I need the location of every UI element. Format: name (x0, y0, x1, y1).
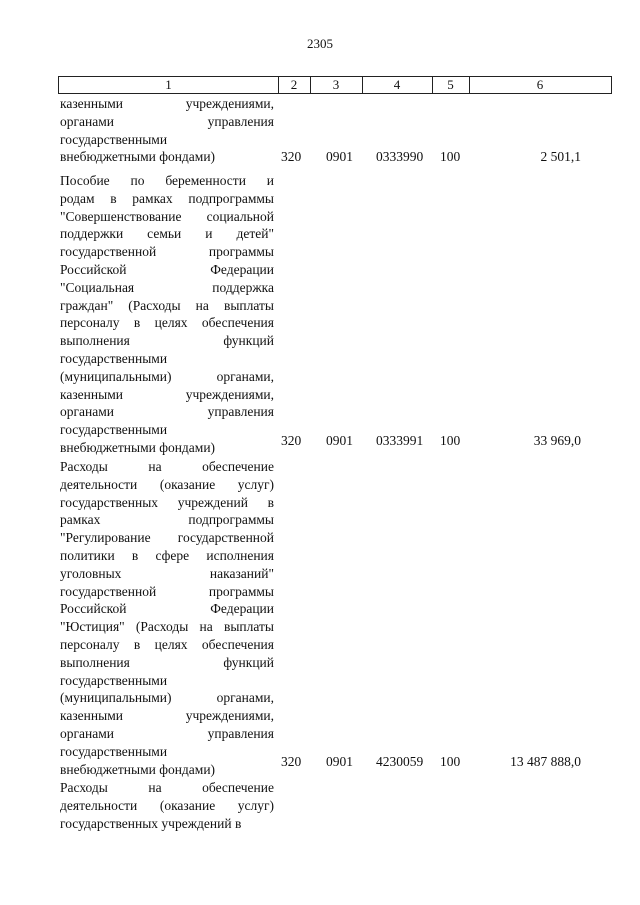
row-col-2: 320 (281, 433, 302, 448)
row-col-3: 0901 (326, 149, 353, 164)
description-line: государственными (60, 672, 168, 688)
description-line: органами управления (60, 113, 274, 129)
row-col-6: 33 969,0 (533, 433, 581, 448)
row-col-4: 0333991 (376, 433, 424, 448)
description-line: Расходы на обеспечение (60, 459, 274, 474)
description-line: государственной программы (60, 244, 274, 260)
row-col-6: 2 501,1 (540, 149, 581, 164)
description-line: внебюджетными фондами) (60, 149, 216, 165)
header-col-4: 4 (362, 77, 433, 93)
description-line: поддержки семьи и детей" (60, 226, 274, 242)
description-line: деятельности (оказание услуг) (60, 797, 274, 813)
description-line: государственными (60, 422, 168, 438)
description-line: "Регулирование государственной (60, 530, 274, 546)
description-line: государственными (60, 743, 168, 759)
page-number: 2305 (307, 36, 333, 51)
row-col-6: 13 487 888,0 (510, 754, 581, 769)
row-col-5: 100 (440, 149, 461, 164)
description-line: персоналу в целях обеспечения (60, 315, 274, 331)
row-col-2: 320 (281, 754, 302, 769)
description-line: политики в сфере исполнения (60, 547, 274, 563)
description-line: граждан" (Расходы на выплаты (60, 297, 274, 313)
description-line: "Юстиция" (Расходы на выплаты (60, 619, 274, 635)
description-line: родам в рамках подпрограммы (60, 190, 274, 206)
description-line: Пособие по беременности и (60, 173, 274, 188)
row-col-5: 100 (440, 433, 461, 448)
header-col-5: 5 (432, 77, 470, 93)
row-col-3: 0901 (326, 433, 353, 448)
row-description (60, 779, 274, 832)
description-line: (муниципальными) органами, (60, 368, 274, 384)
description-line: внебюджетными фондами) (60, 761, 216, 777)
description-line: выполнения функций (60, 654, 274, 670)
header-col-6: 6 (536, 77, 544, 92)
description-line: Российской Федерации (60, 261, 274, 277)
description-line: казенными учреждениями, (60, 386, 274, 402)
description-line: казенными учреждениями, (60, 96, 274, 111)
row-col-3: 0901 (326, 754, 353, 769)
description-line: деятельности (оказание услуг) (60, 476, 274, 492)
description-line: государственных учреждений в (60, 494, 274, 510)
description-line: государственной программы (60, 583, 274, 599)
description-line: государственными (60, 350, 168, 366)
row-col-5: 100 (440, 754, 461, 769)
row-col-4: 4230059 (376, 754, 424, 769)
description-line: (муниципальными) органами, (60, 690, 274, 706)
header-col-3: 3 (310, 77, 363, 93)
description-line: внебюджетными фондами) (60, 439, 216, 455)
description-line: казенными учреждениями, (60, 708, 274, 724)
row-col-2: 320 (281, 149, 302, 164)
description-line: Расходы на обеспечение (60, 780, 274, 795)
description-line: персоналу в целях обеспечения (60, 636, 274, 652)
row-description (60, 458, 274, 778)
description-line: органами управления (60, 404, 274, 420)
row-col-4: 0333990 (376, 149, 424, 164)
description-line: уголовных наказаний" (60, 565, 274, 581)
description-line: "Социальная поддержка (60, 279, 274, 295)
description-line: выполнения функций (60, 333, 274, 349)
row-description (60, 172, 274, 457)
description-line: рамках подпрограммы (60, 512, 274, 528)
description-line: государственных учреждений в (60, 815, 242, 831)
row-description (60, 95, 274, 166)
header-col-2: 2 (278, 77, 311, 93)
description-line: "Совершенствование социальной (60, 208, 274, 224)
header-col-1: 1 (59, 77, 279, 93)
description-line: государственными (60, 131, 168, 147)
description-line: органами управления (60, 725, 274, 741)
table-header (58, 76, 612, 94)
description-line: Российской Федерации (60, 601, 274, 617)
